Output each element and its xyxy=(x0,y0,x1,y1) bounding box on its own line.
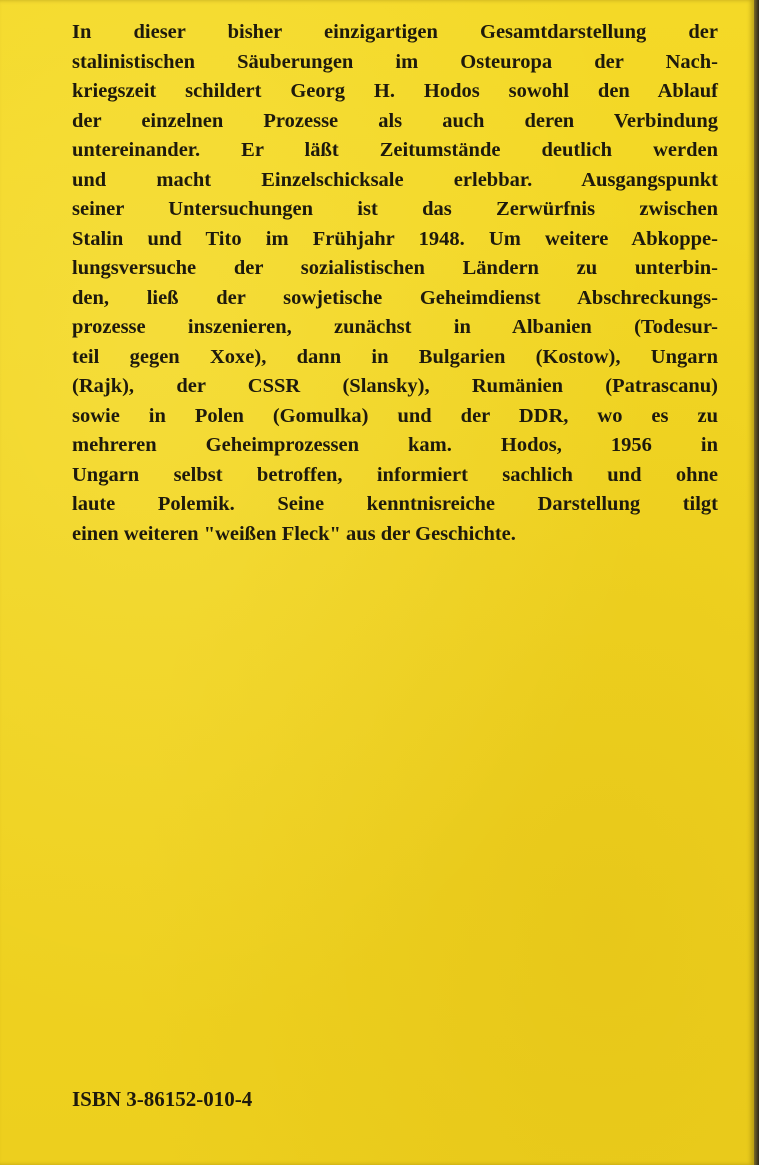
blurb-line: lungsversuche der sozialistischen Ländern zu unterbin- xyxy=(72,257,718,279)
blurb-line: den, ließ der sowjetische Geheimdienst Abschreckungs- xyxy=(72,286,718,309)
blurb-text xyxy=(72,18,718,549)
blurb-line: Ungarn selbst betroffen, informiert sachlich und ohne xyxy=(72,463,718,486)
blurb-line: prozesse inszenieren, zunächst in Albanien (Todesur- xyxy=(72,316,718,338)
blurb-line: mehreren Geheimprozessen kam. Hodos, 1956 in xyxy=(72,434,718,456)
isbn-number: ISBN 3-86152-010-4 xyxy=(72,1087,253,1111)
blurb-line: und macht Einzelschicksale erlebbar. Ausgangspunkt xyxy=(72,168,718,191)
blurb-line: teil gegen Xoxe), dann in Bulgarien (Kostow), Ungarn xyxy=(72,345,718,368)
blurb-line: seiner Untersuchungen ist das Zerwürfnis zwischen xyxy=(72,198,718,220)
blurb-line: In dieser bisher einzigartigen Gesamtdarstellung der xyxy=(72,21,718,43)
blurb-line: einen weiteren "weißen Fleck" aus der Geschichte. xyxy=(72,522,516,545)
blurb-line: Stalin und Tito im Frühjahr 1948. Um weitere Abkoppe- xyxy=(72,227,718,250)
blurb-line: (Rajk), der CSSR (Slansky), Rumänien (Patrascanu) xyxy=(72,375,718,397)
blurb-line: sowie in Polen (Gomulka) und der DDR, wo es zu xyxy=(72,404,718,427)
blurb-line: der einzelnen Prozesse als auch deren Verbindung xyxy=(72,109,718,132)
blurb-line: stalinistischen Säuberungen im Osteuropa der Nach- xyxy=(72,50,718,73)
blurb-line: untereinander. Er läßt Zeitumstände deutlich werden xyxy=(72,139,718,161)
blurb-line: kriegszeit schildert Georg H. Hodos sowohl den Ablauf xyxy=(72,80,718,102)
blurb-line: laute Polemik. Seine kenntnisreiche Darstellung tilgt xyxy=(72,493,718,515)
cover-edge-shadow xyxy=(754,0,759,1165)
